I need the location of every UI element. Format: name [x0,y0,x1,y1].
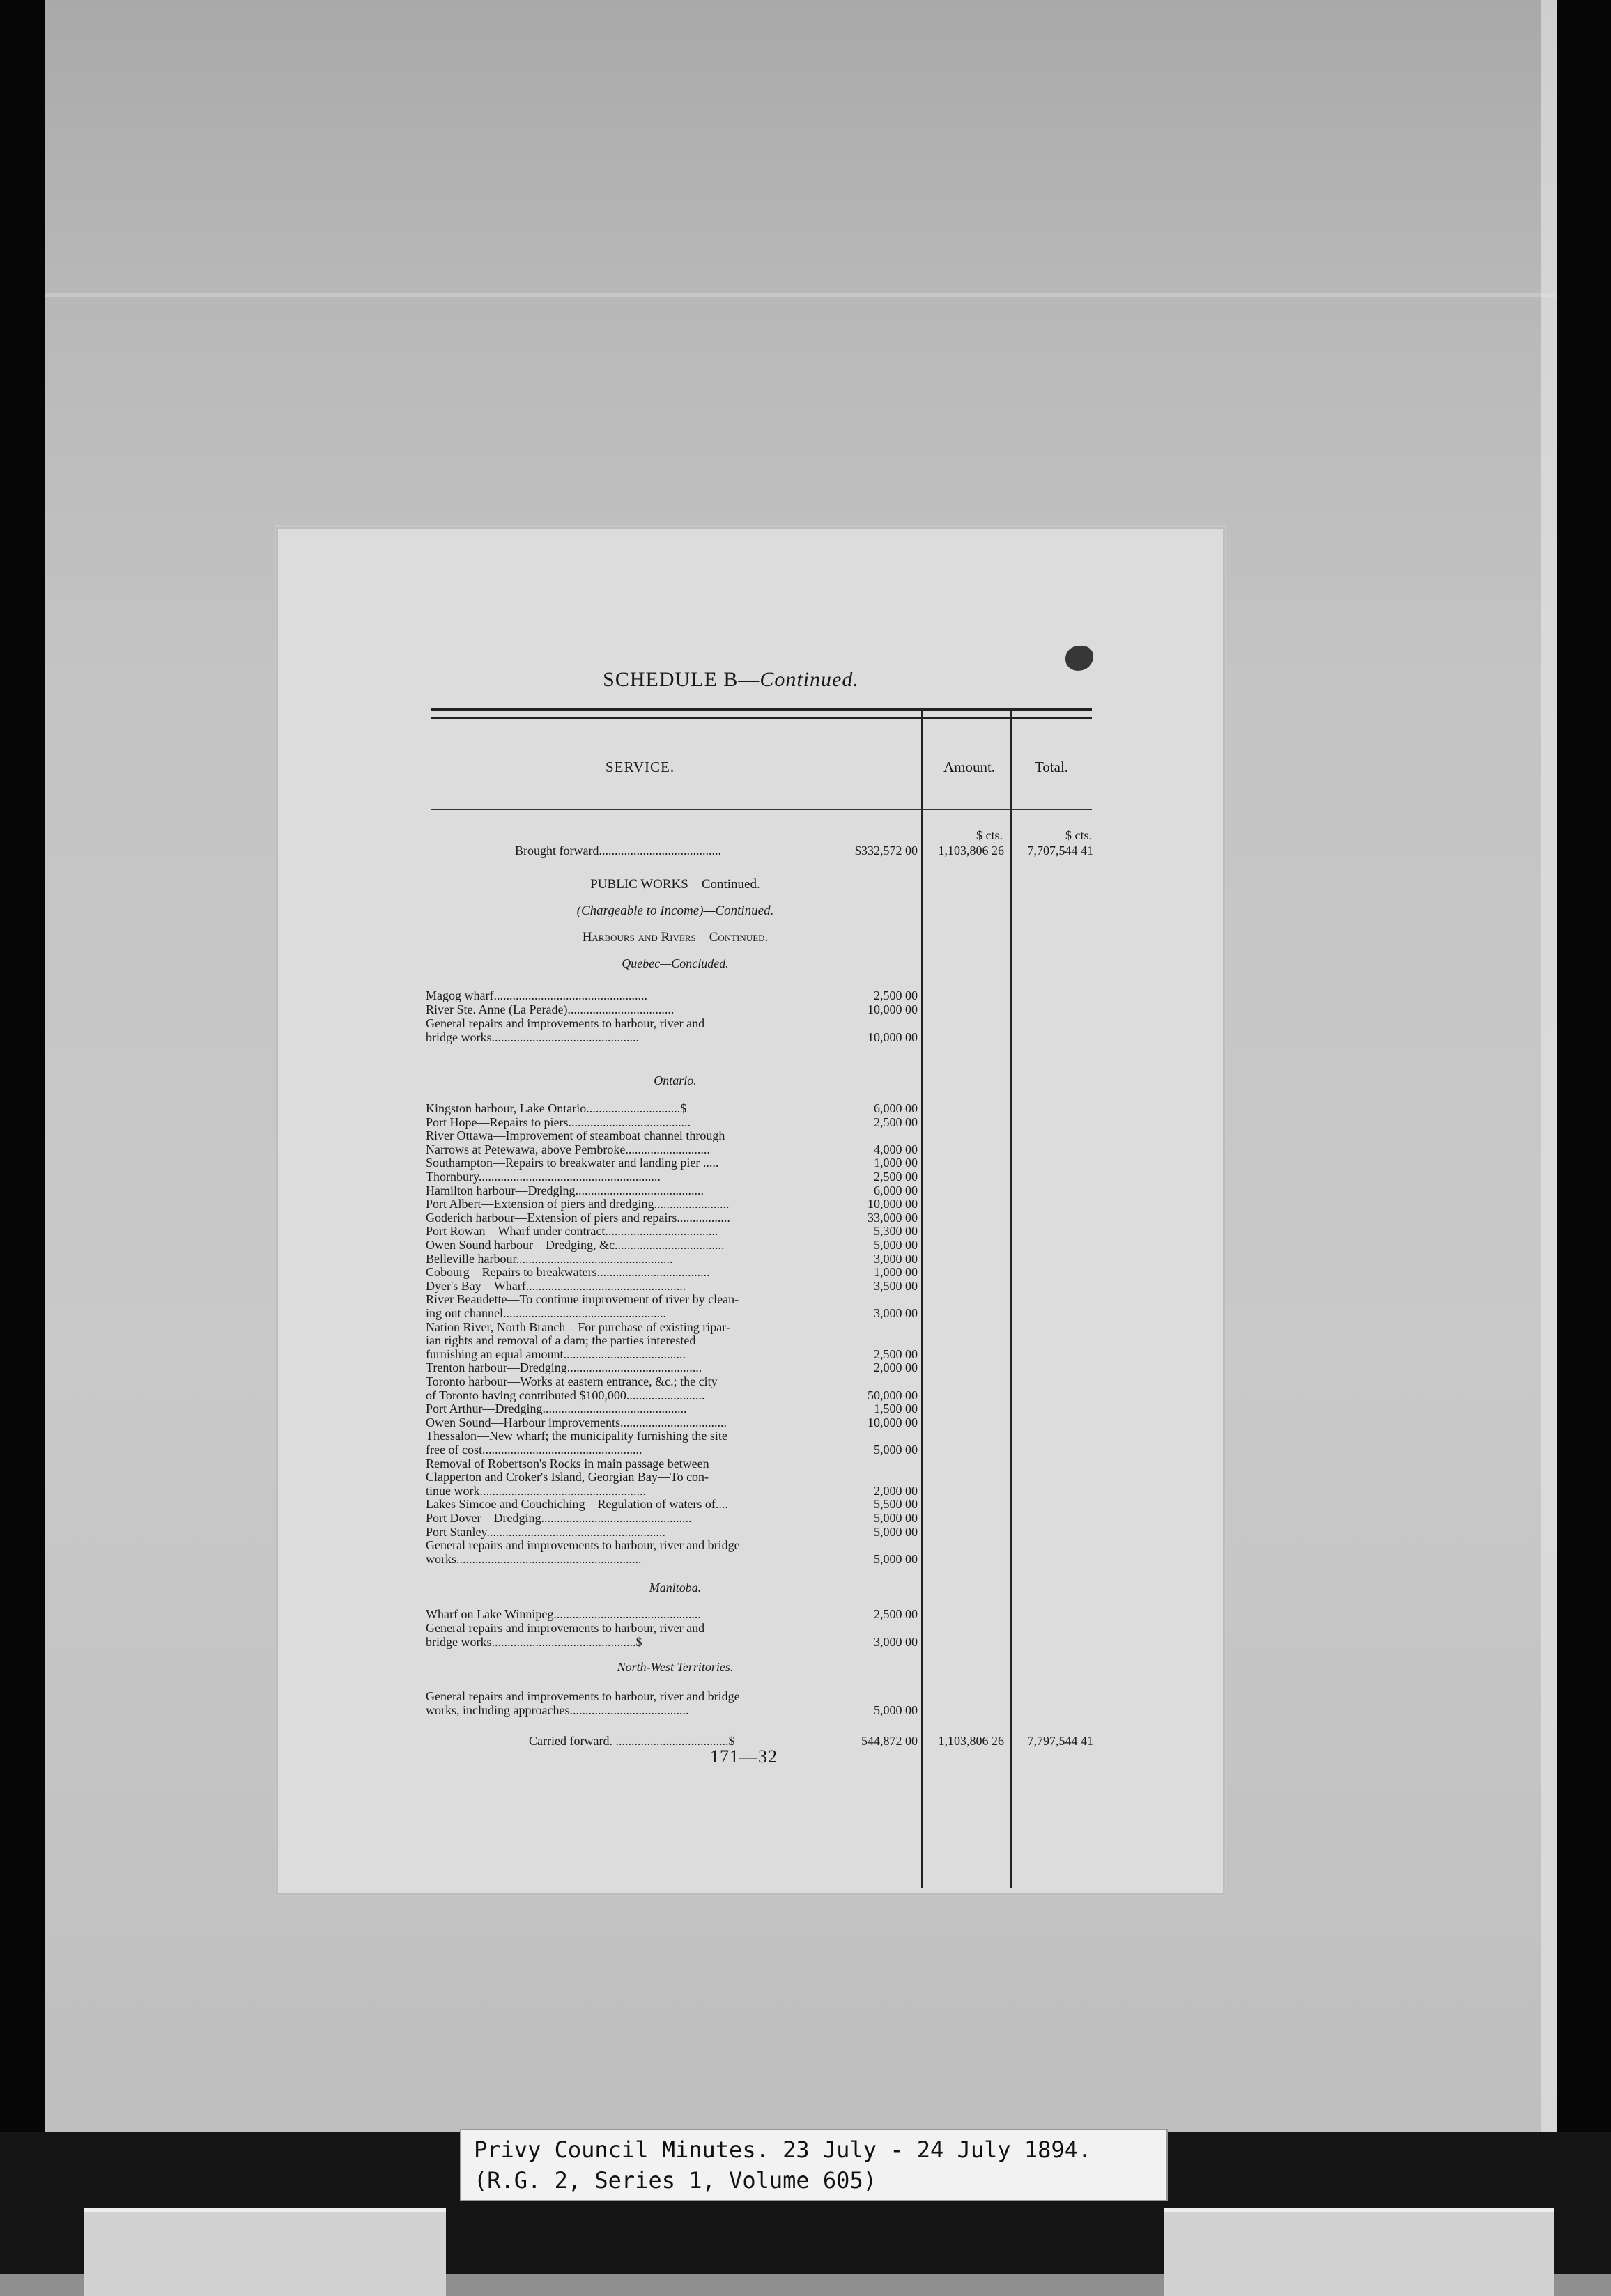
item-label: ian rights and removal of a dam; the parties interested [426,1333,696,1348]
item-value: 5,000 00 [874,1703,918,1717]
item-label: Port Arthur—Dredging.............................................. [426,1402,687,1416]
item-value: 10,000 00 [868,1415,918,1429]
heading-nwt: North-West Territories. [617,1660,734,1674]
item-value: 2,500 00 [874,1170,918,1184]
item-label: Lakes Simcoe and Couchiching—Regulation of waters of.... [426,1497,728,1512]
item-value: 3,000 00 [874,1306,918,1320]
item-value: 50,000 00 [868,1388,918,1402]
item-value: 10,000 00 [868,1002,918,1016]
item-label: Owen Sound—Harbour improvements.................................. [426,1415,727,1429]
item-value: 6,000 00 [874,1101,918,1115]
item-value: 5,000 00 [874,1551,918,1566]
item-label: Cobourg—Repairs to breakwaters.................................... [426,1265,710,1280]
item-label: tinue work..................................................... [426,1483,646,1498]
item-label: Toronto harbour—Works at eastern entrance, &c.; the city [426,1374,718,1388]
page-number: 171—32 [710,1746,778,1767]
film-holder-right [1164,2208,1554,2296]
ink-blot [1065,646,1093,671]
item-label: General repairs and improvements to harbour, river and [426,1016,705,1030]
item-label: Belleville harbour.................................................. [426,1251,673,1266]
item-label: free of cost................................................... [426,1443,642,1457]
header-total: Total. [1034,759,1069,775]
item-value: 2,500 00 [874,988,918,1002]
item-label: Port Rowan—Wharf under contract.................................... [426,1224,718,1239]
item-value: 6,000 00 [874,1183,918,1197]
item-label: furnishing an equal amount....................................... [426,1347,686,1361]
item-label: Goderich harbour—Extension of piers and repairs................. [426,1210,730,1225]
column-divider-total [1010,711,1012,1888]
item-value: 2,500 00 [874,1347,918,1361]
item-value: 1,000 00 [874,1265,918,1280]
heading-ontario: Ontario. [654,1073,697,1087]
title-rule [431,708,1092,719]
item-label: Removal of Robertson's Rocks in main passage between [426,1456,709,1471]
item-label: Hamilton harbour—Dredging......................................... [426,1183,704,1197]
item-value: 1,500 00 [874,1402,918,1416]
caption-line-1: Privy Council Minutes. 23 July - 24 July 1894. [474,2136,1092,2163]
item-label: Port Albert—Extension of piers and dredging........................ [426,1197,730,1211]
header-service: SERVICE. [606,759,675,775]
item-value: 1,000 00 [874,1156,918,1170]
document-page: SCHEDULE B—Continued. SERVICE. Amount. Total. $ cts. $ cts. Brought forward....................................... $332,572 00 1,103,806 26 7,707,544 41 PUBLIC WORKS—Continued. (Chargeable to Income)—Continued. Harbours and Rivers—Continued. Quebec—Concluded. Magog wharf................................................. 2,500 00 River Ste. Anne (La Perade).................................. 10,000 00 General repairs and improvements to harbour, river and bridge works............................................... 10,000 00 Ontario. Kingston harbour, Lake Ontario..............................$ 6,000 00 Port Hope—Repairs to piers....................................... 2,500 00 River Ottawa—Improvement of steamboat channel through Narrows at Petewawa, above Pembroke........................... 4,000 00 Southampton—Repairs to breakwater and landing pier ..... 1,000 00 Thornbury.......................................................... 2,500 00 Hamilton harbour—Dredging......................................... 6,000 00 Port Albert—Extension of piers and dredging........................ 10,000 00 Goderich harbour—Extension of piers and repairs................. 33,000 00 Port Rowan—Wharf under contract.................................... 5,300 00 Owen Sound harbour—Dredging, &c................................... 5,000 00 Belleville harbour.................................................. 3,000 00 Cobourg—Repairs to breakwaters.................................... 1,000 00 Dyer's Bay—Wharf................................................... 3,500 00 River Beaudette—To continue improvement of river by clean- ing out channel.................................................... 3,000 00 Nation River, North Branch—For purchase of existing ripar- ian rights and removal of a dam; the parties interested furnishing an equal amount....................................... 2,500 00 Trenton harbour—Dredging........................................... 2,000 00 Toronto harbour—Works at eastern entrance, &c.; the city of Toronto having contributed $100,000......................... 50,000 00 Port Arthur—Dredging.............................................. 1,500 00 Owen Sound—Harbour improvements.................................. 10,000 00 Thessalon—New wharf; the municipality furnishing the site free of cost................................................... 5,000 00 Removal of Robertson's Rocks in main passage between Clapperton and Croker's Island, Georgian Bay—To con- tinue work..................................................... 2,000 00 Lakes Simcoe and Couchiching—Regulation of waters of.... 5,500 00 Port Dover—Dredging................................................ 5,000 00 Port Stanley......................................................... 5,000 00 General repairs and improvements to harbour, river and bridge works........................................................... 5,000 00 Manitoba. Wharf on Lake Winnipeg............................................... 2,500 00 General repairs and improvements to harbour, river and bridge works..............................................$ 3,000 00 North-West Territories. General repairs and improvements to harbour, river and bridge works, including approaches...................................... 5,000 00 Carried forward. ....................................$ 544,872 00 1,103,806 26 7,797,544 41 171—32 [276,527,1225,1895]
item-label: General repairs and improvements to harbour, river and bridge [426,1689,740,1703]
item-value: 5,000 00 [874,1443,918,1457]
header-rule [431,809,1092,810]
item-label: bridge works..............................................$ [426,1635,642,1649]
item-value: 10,000 00 [868,1197,918,1211]
item-label: Narrows at Petewawa, above Pembroke........................... [426,1142,710,1156]
film-holder-left [84,2208,446,2296]
item-label: General repairs and improvements to harbour, river and [426,1621,705,1635]
item-label: Port Stanley......................................................... [426,1524,665,1539]
section-public-works: PUBLIC WORKS—Continued. [590,877,760,892]
heading-quebec: Quebec—Concluded. [622,956,729,970]
film-edge-strip [1541,0,1557,2274]
item-value: 2,500 00 [874,1115,918,1129]
item-value: 5,300 00 [874,1224,918,1239]
archive-caption [460,2129,1168,2201]
item-label: Dyer's Bay—Wharf................................................... [426,1278,686,1293]
item-value: 2,000 00 [874,1360,918,1375]
item-label: works, including approaches...................................... [426,1703,689,1717]
unit-total: $ cts. [1065,828,1092,842]
item-label: Wharf on Lake Winnipeg............................................... [426,1607,701,1621]
item-label: Southampton—Repairs to breakwater and landing pier ..... [426,1156,719,1170]
item-value: 5,500 00 [874,1497,918,1512]
item-label: Port Dover—Dredging................................................ [426,1511,692,1525]
item-value: 33,000 00 [868,1210,918,1225]
item-label: General repairs and improvements to harbour, river and bridge [426,1538,740,1553]
item-value: 2,000 00 [874,1483,918,1498]
film-band [45,293,1557,297]
item-label: Kingston harbour, Lake Ontario..............................$ [426,1101,687,1115]
item-label: Port Hope—Repairs to piers....................................... [426,1115,691,1129]
item-label: River Beaudette—To continue improvement of river by clean- [426,1292,739,1307]
item-value: 10,000 00 [868,1030,918,1044]
item-value: 2,500 00 [874,1607,918,1621]
item-label: Nation River, North Branch—For purchase of existing ripar- [426,1319,730,1334]
item-label: Trenton harbour—Dredging........................................... [426,1360,702,1375]
item-label: works........................................................... [426,1551,642,1566]
item-label: Thessalon—New wharf; the municipality furnishing the site [426,1429,727,1443]
item-label: Clapperton and Croker's Island, Georgian Bay—To con- [426,1470,709,1484]
item-value: 5,000 00 [874,1238,918,1252]
film-edge-left [0,0,45,2274]
item-value: 5,000 00 [874,1511,918,1525]
item-label: of Toronto having contributed $100,000......................... [426,1388,705,1402]
heading-manitoba: Manitoba. [649,1581,702,1595]
item-label: ing out channel.................................................... [426,1306,666,1320]
item-value: 3,000 00 [874,1635,918,1649]
header-amount: Amount. [943,759,996,775]
item-label: bridge works............................................... [426,1030,639,1044]
unit-amount: $ cts. [976,828,1003,842]
section-harbours: Harbours and Rivers—Continued. [582,930,769,945]
item-label: River Ottawa—Improvement of steamboat channel through [426,1128,725,1143]
caption-line-2: (R.G. 2, Series 1, Volume 605) [474,2167,877,2194]
item-label: River Ste. Anne (La Perade).................................. [426,1002,675,1016]
item-value: 5,000 00 [874,1524,918,1539]
section-chargeable: (Chargeable to Income)—Continued. [576,903,774,918]
item-value: 4,000 00 [874,1142,918,1156]
item-label: Magog wharf................................................. [426,988,647,1002]
film-edge-right [1557,0,1611,2274]
item-value: 3,000 00 [874,1251,918,1266]
item-label: Owen Sound harbour—Dredging, &c................................... [426,1238,725,1252]
item-value: 3,500 00 [874,1278,918,1293]
item-label: Thornbury.......................................................... [426,1170,661,1184]
page-title: SCHEDULE B—Continued. [603,668,859,691]
column-divider-amount [921,711,923,1888]
